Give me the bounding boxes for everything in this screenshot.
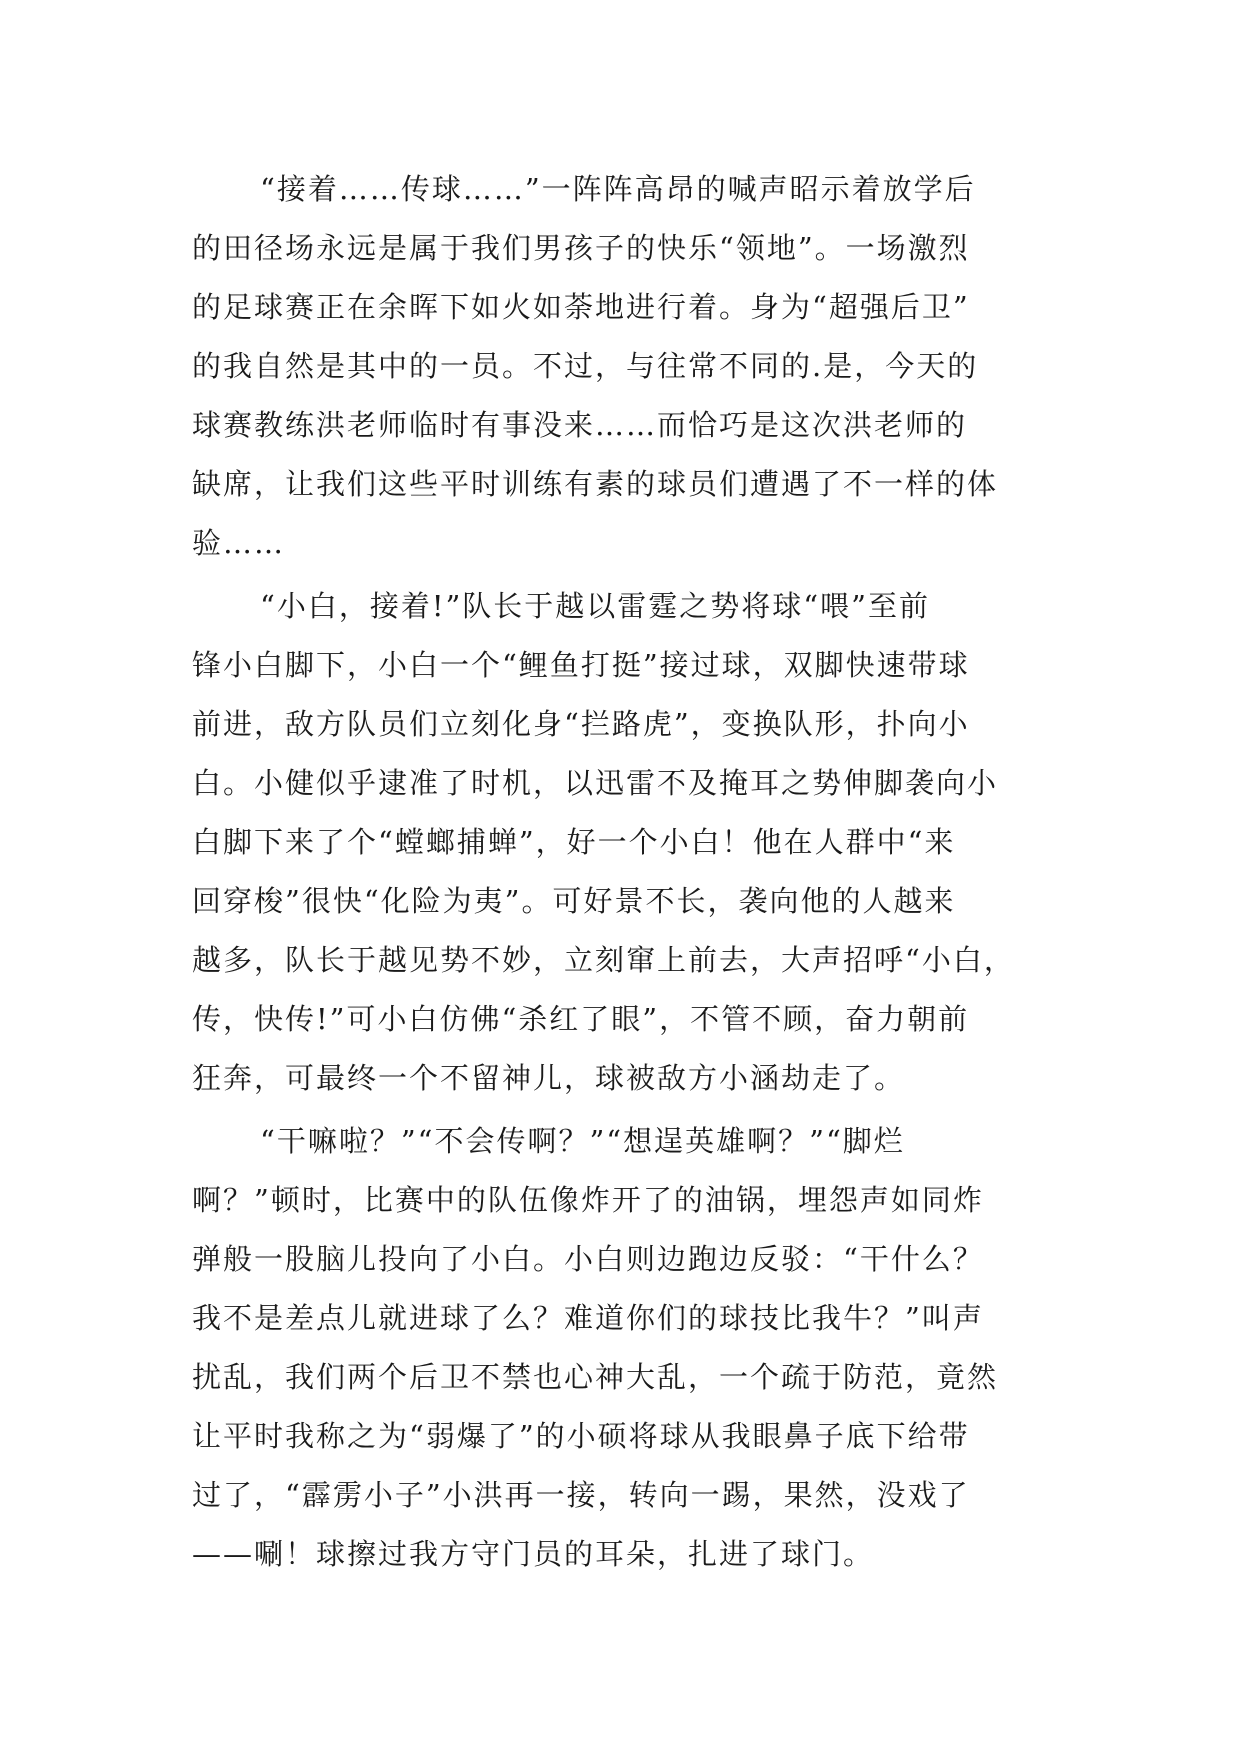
paragraph-line: 我不是差点儿就进球了么？难道你们的球技比我牛？”叫声: [192, 1301, 984, 1335]
paragraph-line: “干嘛啦？”“不会传啊？”“想逞英雄啊？”“脚烂: [260, 1124, 905, 1158]
paragraph-line: 回穿梭”很快“化险为夷”。可好景不长，袭向他的人越来: [192, 884, 956, 918]
paragraph-line: 锋小白脚下，小白一个“鲤鱼打挺”接过球，双脚快速带球: [192, 648, 970, 682]
paragraph-line: 的田径场永远是属于我们男孩子的快乐“领地”。一场激烈: [192, 231, 970, 265]
paragraph-line: 过了，“霹雳小子”小洪再一接，转向一踢，果然，没戏了: [192, 1478, 970, 1512]
paragraph-line: 验……: [192, 526, 286, 560]
paragraph-line: 白。小健似乎逮准了时机，以迅雷不及掩耳之势伸脚袭向小: [192, 766, 999, 800]
paragraph-line: 的足球赛正在余晖下如火如荼地进行着。身为“超强后卫”: [192, 290, 970, 324]
paragraph-line: “小白，接着!”队长于越以雷霆之势将球“喂”至前: [260, 589, 930, 623]
paragraph-line: 前进，敌方队员们立刻化身“拦路虎”，变换队形，扑向小: [192, 707, 970, 741]
paragraph: [192, 160, 1052, 573]
paragraph-line: ——唰！球擦过我方守门员的耳朵，扎进了球门。: [192, 1537, 875, 1571]
paragraph-line: 弹般一股脑儿投向了小白。小白则边跑边反驳：“干什么？: [192, 1242, 984, 1276]
paragraph: [192, 577, 1052, 1108]
paragraph-line: 越多，队长于越见势不妙，立刻窜上前去，大声招呼“小白，: [192, 943, 1015, 977]
paragraph-line: 的我自然是其中的一员。不过，与往常不同的.是，今天的: [192, 349, 979, 383]
paragraph-line: 让平时我称之为“弱爆了”的小硕将球从我眼鼻子底下给带: [192, 1419, 970, 1453]
paragraph-line: “接着……传球……”一阵阵高昂的喊声昭示着放学后: [260, 172, 976, 206]
paragraph-line: 缺席，让我们这些平时训练有素的球员们遭遇了不一样的体: [192, 467, 999, 501]
paragraph: [192, 1112, 1052, 1584]
paragraph-line: 啊？”顿时，比赛中的队伍像炸开了的油锅，埋怨声如同炸: [192, 1183, 984, 1217]
paragraph-line: 扰乱，我们两个后卫不禁也心神大乱，一个疏于防范，竟然: [192, 1360, 999, 1394]
paragraph-line: 传，快传!”可小白仿佛“杀红了眼”，不管不顾，奋力朝前: [192, 1002, 970, 1036]
paragraph-line: 白脚下来了个“螳螂捕蝉”，好一个小白！他在人群中“来: [192, 825, 956, 859]
paragraph-line: 狂奔，可最终一个不留神儿，球被敌方小涵劫走了。: [192, 1061, 906, 1095]
document-body: [192, 160, 1052, 1588]
paragraph-line: 球赛教练洪老师临时有事没来……而恰巧是这次洪老师的: [192, 408, 968, 442]
